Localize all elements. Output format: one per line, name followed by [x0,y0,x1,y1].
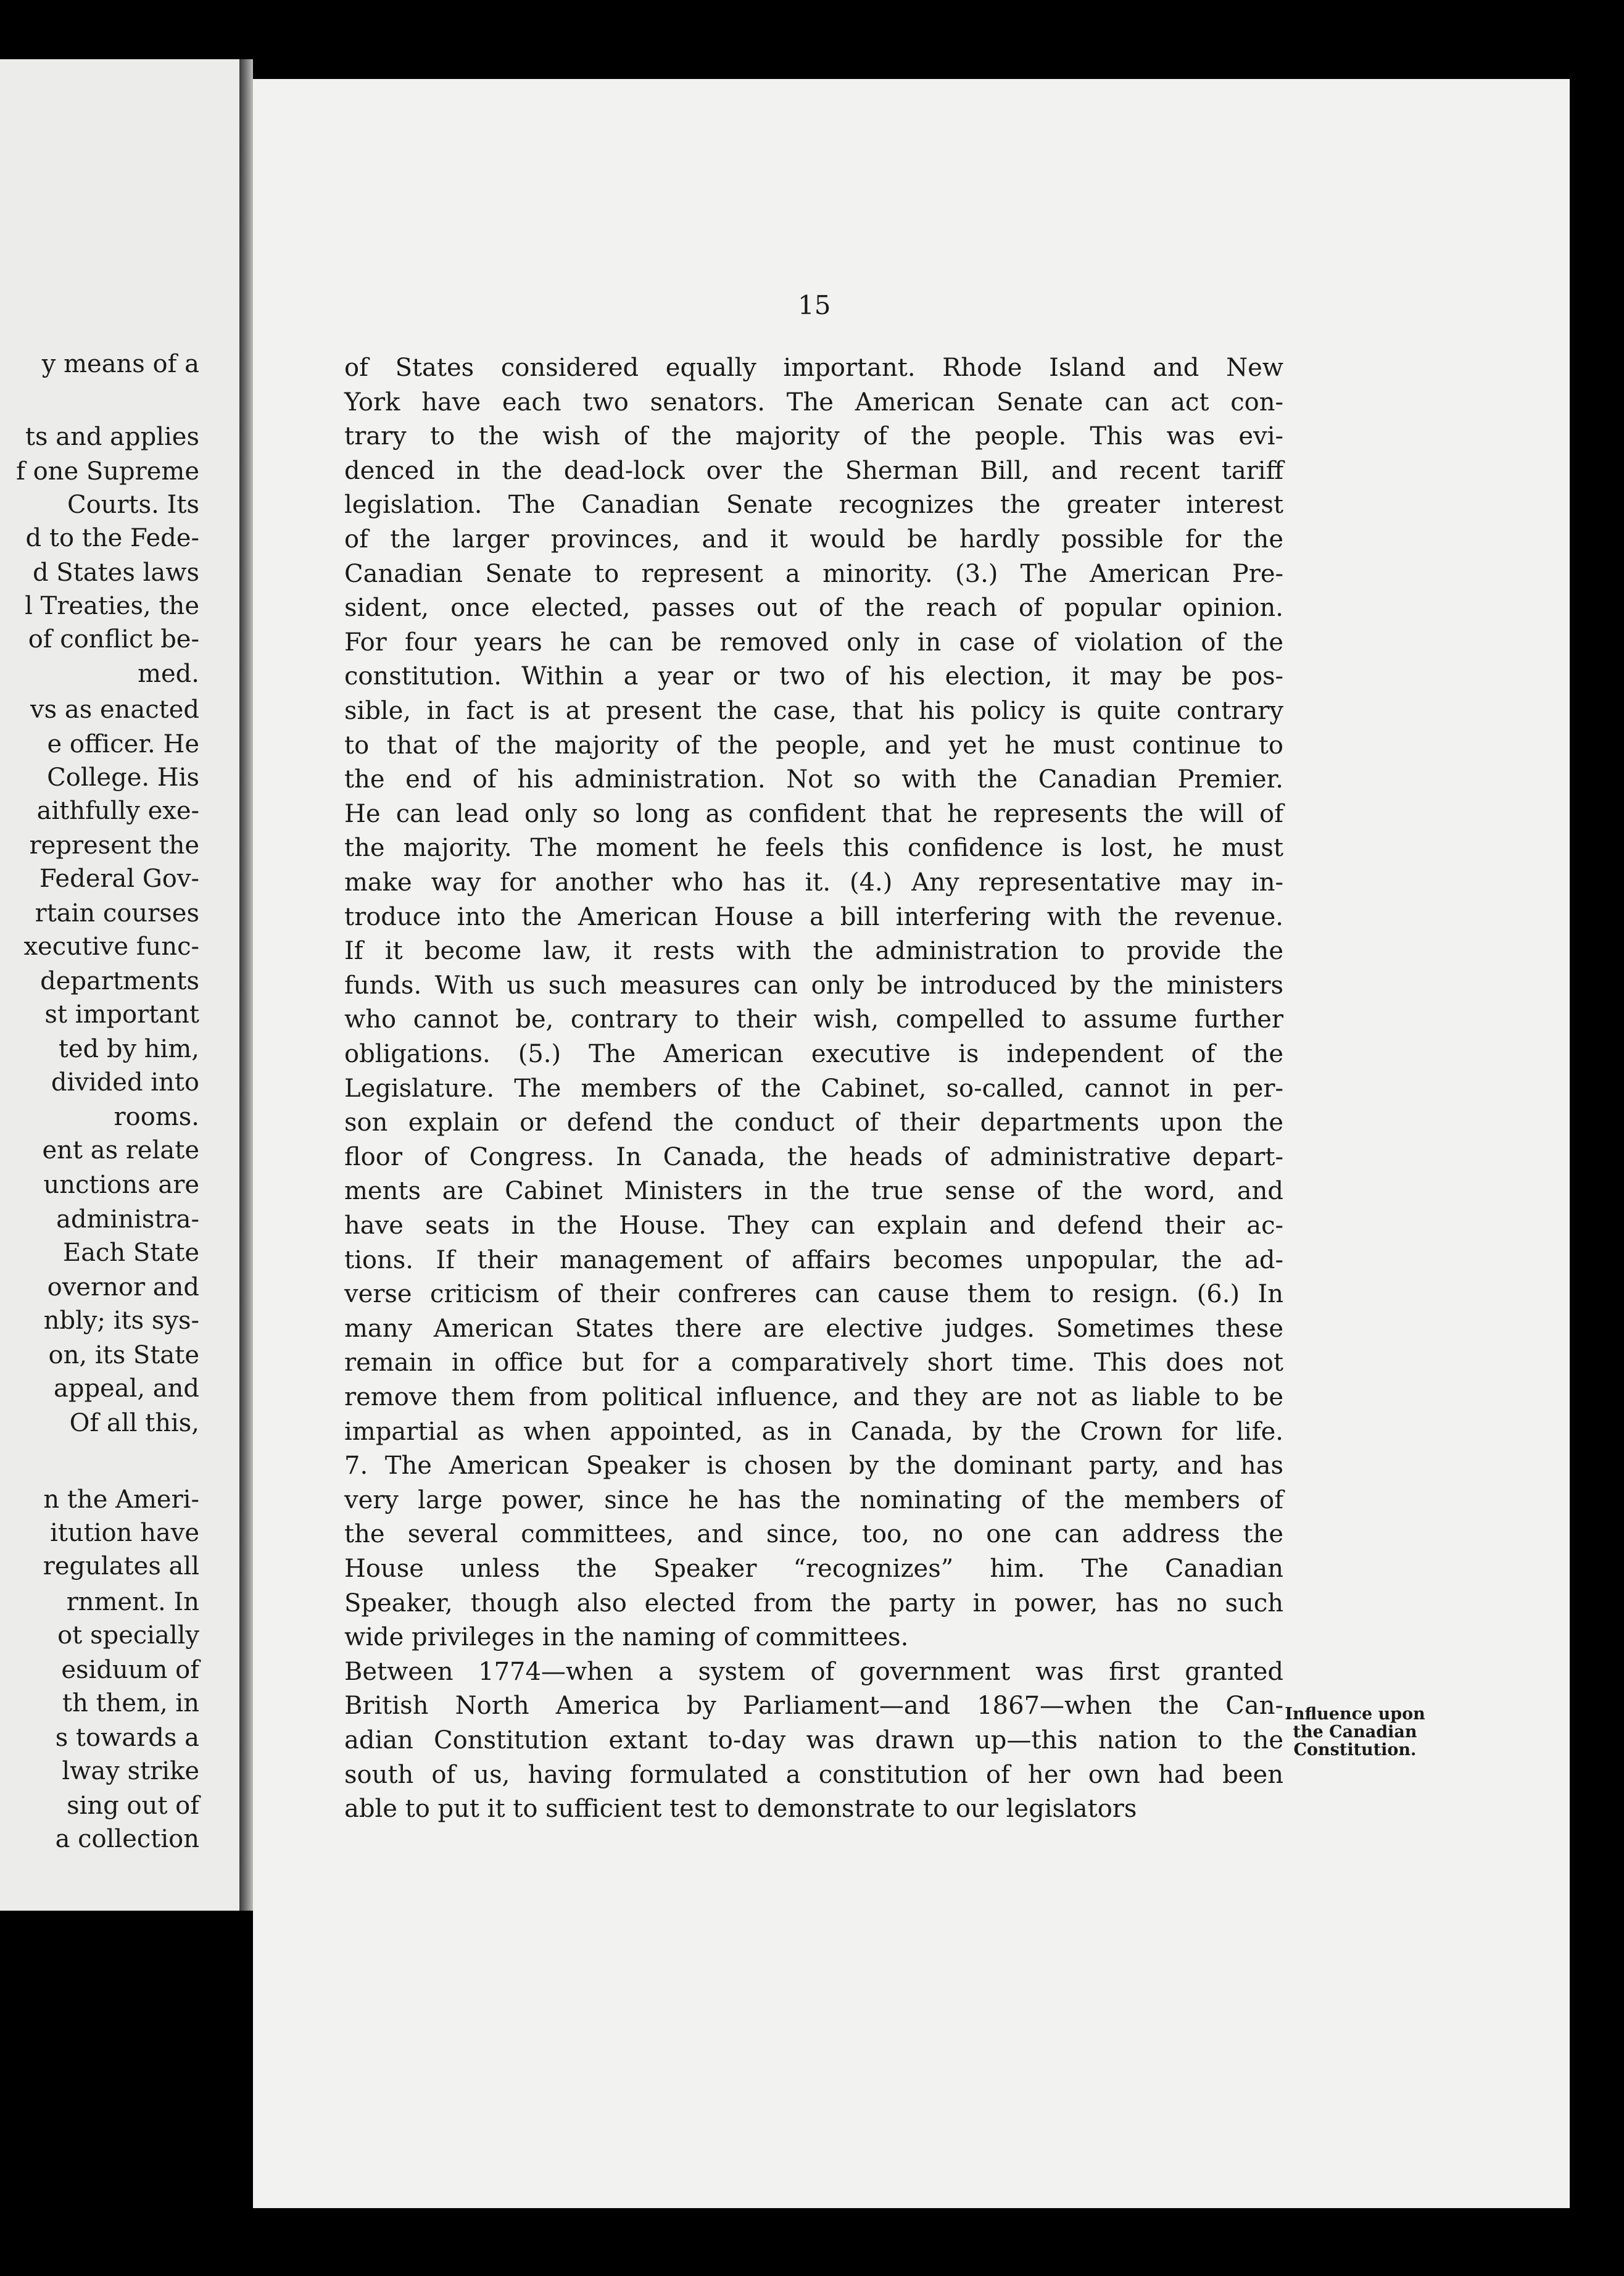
left-page-line: l Treaties, the [25,592,199,620]
body-line: Between 1774—when a system of government was first granted [344,1658,1283,1686]
body-line: wide privileges in the naming of committees. [344,1623,909,1651]
left-page-line: nbly; its sys- [43,1306,199,1335]
margin-note-line: the Canadian [1293,1722,1417,1742]
body-line: Legislature. The members of the Cabinet, so-called, cannot in per- [344,1074,1283,1103]
body-line: verse criticism of their confreres can cause them to resign. (6.) In [344,1280,1283,1308]
left-page-line: overnor and [47,1273,199,1302]
body-line: have seats in the House. They can explain and defend their ac- [344,1211,1283,1240]
body-line: remain in office but for a comparatively short time. This does not [344,1348,1283,1377]
left-page-line: xecutive func- [23,932,199,961]
left-page-line: d to the Fede- [25,524,199,552]
left-page-line: ot specially [57,1621,199,1650]
left-page-line: d States laws [32,559,199,587]
body-line: ments are Cabinet Ministers in the true sense of the word, and [344,1177,1283,1205]
left-page-line: rooms. [114,1103,199,1131]
left-page-line: Courts. Its [67,491,199,519]
left-page-line: ted by him, [58,1035,199,1063]
body-line: obligations. (5.) The American executive is independent of the [344,1040,1283,1068]
left-page-line: sing out of [67,1792,199,1820]
left-page-line: College. His [47,763,199,792]
left-page-line: Each State [63,1239,199,1267]
body-line: Canadian Senate to represent a minority. (3.) The American Pre- [344,560,1283,588]
left-page-line: e officer. He [47,730,199,758]
left-page-line: Of all this, [69,1409,199,1437]
left-page-line: st important [44,1000,199,1029]
body-line: If it become law, it rests with the administration to provide the [344,937,1283,965]
body-line: sible, in fact is at present the case, that his policy is quite contrary [344,697,1283,725]
left-page-line: ent as relate [42,1136,199,1165]
body-line: many American States there are elective judges. Sometimes these [344,1315,1283,1343]
left-page-line: administra- [56,1205,199,1234]
left-page-line: represent the [29,831,199,860]
body-line: make way for another who has it. (4.) Any representative may in- [344,868,1283,897]
body-line: York have each two senators. The American Senate can act con- [344,388,1283,417]
left-page-line: departments [40,967,199,995]
body-line: of States considered equally important. Rhode Island and New [344,354,1283,382]
body-line: to that of the majority of the people, and yet he must continue to [344,731,1283,760]
body-line: funds. With us such measures can only be introduced by the ministers [344,971,1283,1000]
body-line: the several committees, and since, too, no one can address the [344,1520,1283,1548]
body-line: impartial as when appointed, as in Canada, by the Crown for life. [344,1418,1283,1446]
margin-note-line: Influence upon [1285,1705,1425,1724]
body-line: adian Constitution extant to-day was drawn up—this nation to the [344,1726,1283,1755]
left-page-line: on, its State [48,1341,199,1369]
book-gutter [239,59,253,1911]
body-line: denced in the dead-lock over the Sherman Bill, and recent tariff [344,457,1283,485]
body-line: son explain or defend the conduct of their departments upon the [344,1108,1283,1137]
body-line: For four years he can be removed only in case of violation of the [344,628,1283,657]
left-page-line: lway strike [62,1757,199,1785]
body-line: legislation. The Canadian Senate recognizes the greater interest [344,491,1283,519]
left-page-line: esiduum of [61,1656,199,1684]
page-number: 15 [798,290,831,320]
body-line: who cannot be, contrary to their wish, compelled to assume further [344,1005,1283,1034]
left-page-line: regulates all [43,1552,199,1580]
left-page-line: aithfully exe- [36,797,199,825]
left-page-line: unctions are [43,1171,199,1199]
left-page-line: vs as enacted [30,696,199,724]
body-line: floor of Congress. In Canada, the heads of administrative depart- [344,1143,1283,1171]
left-page-line: th them, in [62,1689,199,1717]
body-line: British North America by Parliament—and 1867—when the Can- [344,1692,1283,1720]
body-line: House unless the Speaker “recognizes” him. The Canadian [344,1555,1283,1583]
body-line: trary to the wish of the majority of the people. This was evi- [344,422,1283,451]
body-line: sident, once elected, passes out of the reach of popular opinion. [344,594,1283,622]
left-page-line: ts and applies [25,423,199,451]
body-line: of the larger provinces, and it would be hardly possible for the [344,525,1283,554]
body-line: troduce into the American House a bill interfering with the revenue. [344,903,1283,931]
body-line: able to put it to sufficient test to demonstrate to our legislators [344,1795,1137,1823]
body-line: constitution. Within a year or two of his election, it may be pos- [344,662,1283,691]
margin-note-line: Constitution. [1293,1740,1417,1759]
left-page-line: of conflict be- [28,625,199,654]
body-line: Speaker, though also elected from the party in power, has no such [344,1589,1283,1618]
left-page-line: itution have [50,1519,199,1547]
body-line: very large power, since he has the nominating of the members of [344,1486,1283,1514]
body-line: tions. If their management of affairs becomes unpopular, the ad- [344,1246,1283,1274]
left-page-line: rtain courses [35,899,199,928]
body-line: the end of his administration. Not so with the Canadian Premier. [344,765,1283,794]
right-page [253,79,1570,2208]
body-line: the majority. The moment he feels this confidence is lost, he must [344,834,1283,862]
left-page-line: f one Supreme [16,457,199,486]
left-page-line: med. [138,660,199,688]
body-line: 7. The American Speaker is chosen by the dominant party, and has [344,1452,1283,1480]
left-page-line: n the Ameri- [43,1485,199,1514]
left-page-line: y means of a [41,350,199,378]
left-page-line: Federal Gov- [39,865,199,893]
left-page-line: rnment. In [66,1588,199,1616]
left-page-line: a collection [55,1825,199,1853]
left-facing-page [0,59,239,1911]
body-line: He can lead only so long as confident that he represents the will of [344,800,1283,828]
left-page-line: s towards a [55,1724,199,1752]
left-page-line: divided into [51,1068,199,1097]
margin-note [1275,1706,1435,1759]
body-line: south of us, having formulated a constitution of her own had been [344,1761,1283,1789]
body-line: remove them from political influence, and they are not as liable to be [344,1383,1283,1411]
left-page-line: appeal, and [53,1374,199,1403]
